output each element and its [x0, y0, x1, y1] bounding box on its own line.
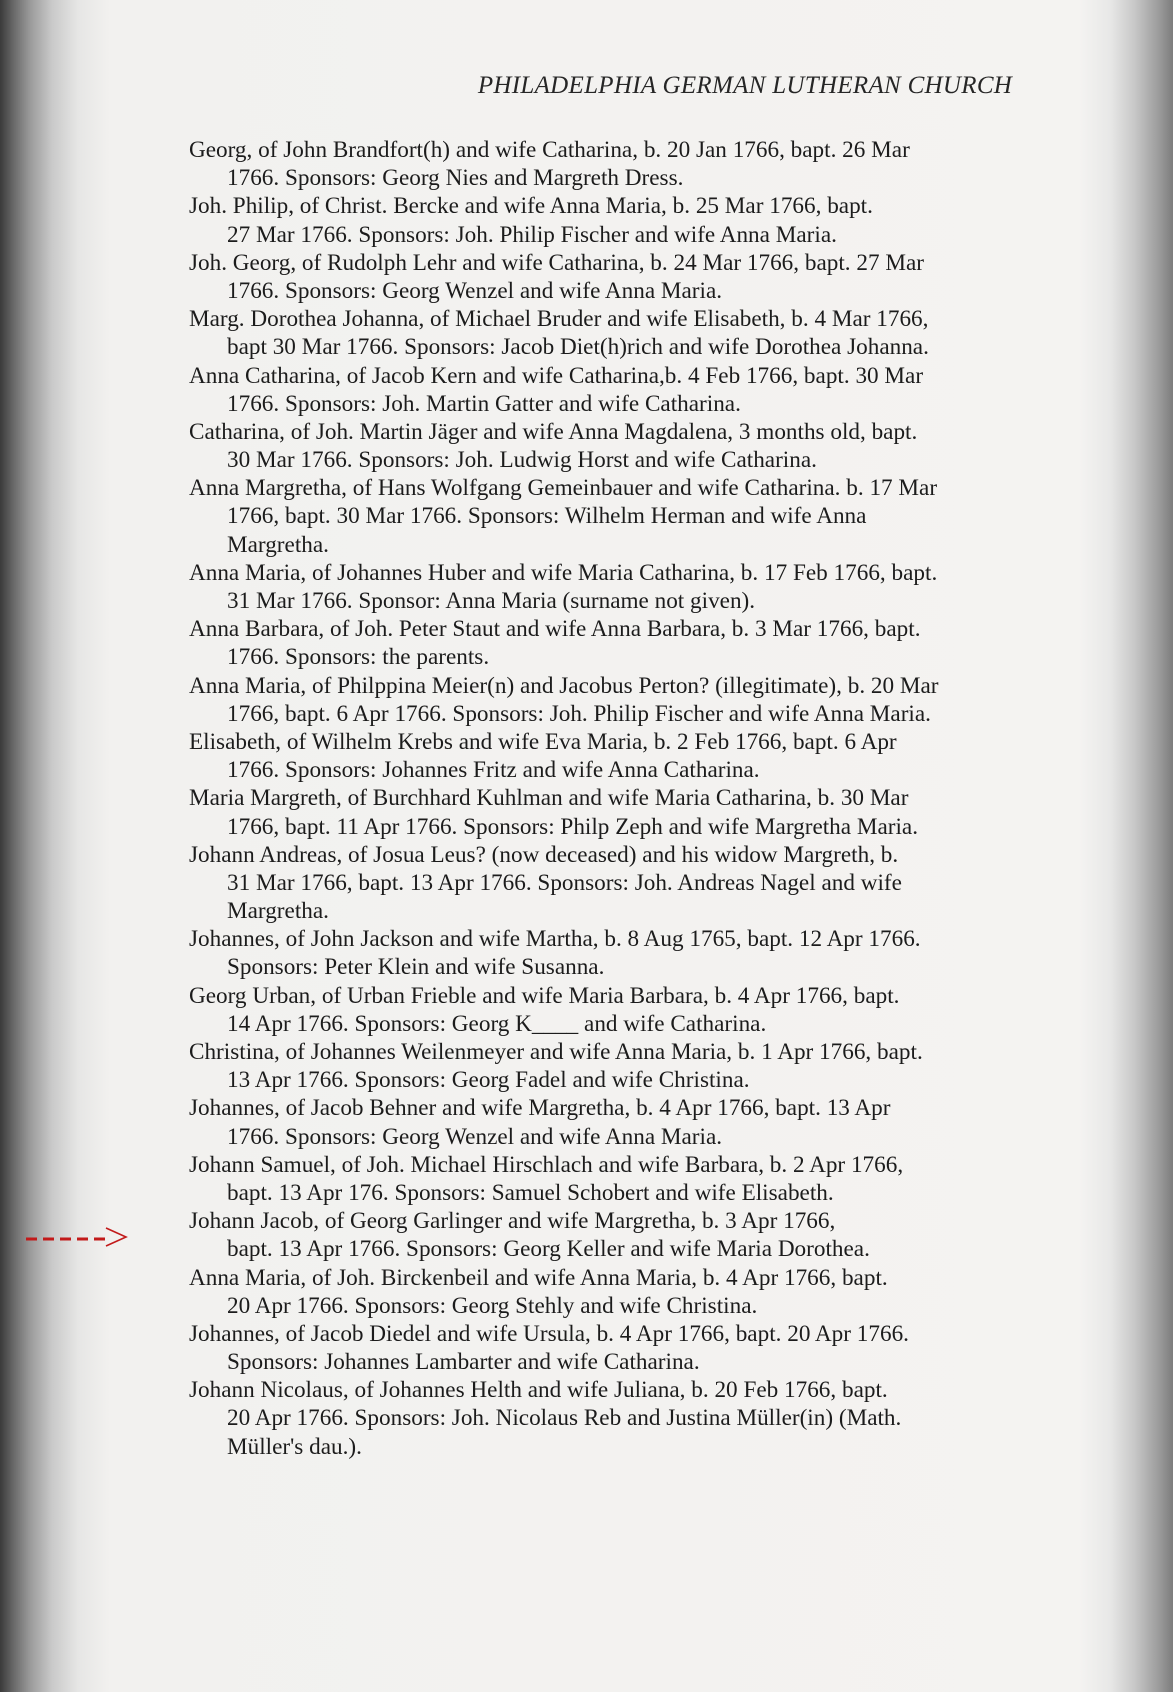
- entry-line: Johann Andreas, of Josua Leus? (now deceased) and his widow Margreth, b.: [189, 841, 899, 868]
- baptism-entry: [189, 1376, 1089, 1461]
- baptism-entry: [189, 1151, 1089, 1207]
- baptism-entry: [189, 784, 1089, 840]
- entry-line: Johann Samuel, of Joh. Michael Hirschlach and wife Barbara, b. 2 Apr 1766,: [189, 1151, 904, 1178]
- baptism-entry: [189, 362, 1089, 418]
- entry-continuation-line: Müller's dau.).: [227, 1433, 362, 1460]
- baptism-entry: [189, 615, 1089, 671]
- entry-continuation-line: Margretha.: [227, 898, 329, 925]
- baptism-entry: [189, 1320, 1089, 1376]
- baptism-entry: [189, 474, 1089, 559]
- baptism-entry: [189, 559, 1089, 615]
- entry-line: Anna Margretha, of Hans Wolfgang Gemeinbauer and wife Catharina. b. 17 Mar: [189, 475, 938, 502]
- entry-continuation-line: 1766, bapt. 6 Apr 1766. Sponsors: Joh. Philip Fischer and wife Anna Maria.: [227, 700, 931, 727]
- entry-continuation-line: Sponsors: Johannes Lambarter and wife Catharina.: [227, 1349, 700, 1376]
- entry-line: Anna Maria, of Philppina Meier(n) and Jacobus Perton? (illegitimate), b. 20 Mar: [189, 672, 939, 699]
- entry-line: Johannes, of Jacob Behner and wife Margretha, b. 4 Apr 1766, bapt. 13 Apr: [189, 1095, 891, 1122]
- entry-continuation-line: Margretha.: [227, 531, 329, 558]
- entry-continuation-line: 1766, bapt. 11 Apr 1766. Sponsors: Philp Zeph and wife Margretha Maria.: [227, 813, 919, 840]
- entry-continuation-line: 13 Apr 1766. Sponsors: Georg Fadel and wife Christina.: [227, 1067, 750, 1094]
- entry-line: Georg Urban, of Urban Frieble and wife Maria Barbara, b. 4 Apr 1766, bapt.: [189, 982, 900, 1009]
- entry-line: Georg, of John Brandfort(h) and wife Catharina, b. 20 Jan 1766, bapt. 26 Mar: [189, 137, 910, 163]
- entry-continuation-line: bapt 30 Mar 1766. Sponsors: Jacob Diet(h)rich and wife Dorothea Johanna.: [227, 334, 929, 361]
- baptism-entry-highlighted: [189, 1207, 1089, 1263]
- entry-continuation-line: Sponsors: Peter Klein and wife Susanna.: [227, 954, 605, 981]
- entry-continuation-line: 27 Mar 1766. Sponsors: Joh. Philip Fischer and wife Anna Maria.: [227, 221, 837, 248]
- entry-line: Johann Jacob, of Georg Garlinger and wife Margretha, b. 3 Apr 1766,: [189, 1208, 836, 1235]
- entry-continuation-line: 1766, bapt. 30 Mar 1766. Sponsors: Wilhelm Herman and wife Anna: [227, 503, 867, 530]
- baptism-entry: [189, 1038, 1089, 1094]
- entry-line: Joh. Georg, of Rudolph Lehr and wife Catharina, b. 24 Mar 1766, bapt. 27 Mar: [189, 249, 924, 276]
- baptism-entry: [189, 305, 1089, 361]
- baptism-entry: [189, 1094, 1089, 1150]
- entry-line: Catharina, of Joh. Martin Jäger and wife Anna Magdalena, 3 months old, bapt.: [189, 418, 918, 445]
- entry-continuation-line: bapt. 13 Apr 1766. Sponsors: Georg Keller and wife Maria Dorothea.: [227, 1236, 870, 1263]
- entry-continuation-line: 1766. Sponsors: Georg Nies and Margreth Dress.: [227, 165, 684, 192]
- entry-line: Johannes, of Jacob Diedel and wife Ursula, b. 4 Apr 1766, bapt. 20 Apr 1766.: [189, 1320, 909, 1347]
- baptism-entry: [189, 136, 1089, 192]
- entry-continuation-line: 30 Mar 1766. Sponsors: Joh. Ludwig Horst and wife Catharina.: [227, 447, 817, 474]
- entry-continuation-line: 20 Apr 1766. Sponsors: Georg Stehly and wife Christina.: [227, 1292, 758, 1319]
- baptism-entry: [189, 841, 1089, 926]
- baptism-entry: [189, 418, 1089, 474]
- baptism-entry: [189, 672, 1089, 728]
- entry-continuation-line: 1766. Sponsors: Johannes Fritz and wife Anna Catharina.: [227, 757, 760, 784]
- entry-continuation-line: 31 Mar 1766, bapt. 13 Apr 1766. Sponsors: Joh. Andreas Nagel and wife: [227, 869, 902, 896]
- entry-continuation-line: 1766. Sponsors: Georg Wenzel and wife Anna Maria.: [227, 277, 723, 304]
- entry-line: Anna Maria, of Johannes Huber and wife Maria Catharina, b. 17 Feb 1766, bapt.: [189, 559, 938, 586]
- baptism-entry: [189, 1264, 1089, 1320]
- entry-line: Christina, of Johannes Weilenmeyer and wife Anna Maria, b. 1 Apr 1766, bapt.: [189, 1039, 923, 1065]
- baptism-entry: [189, 192, 1089, 248]
- entry-continuation-line: bapt. 13 Apr 176. Sponsors: Samuel Schobert and wife Elisabeth.: [227, 1179, 834, 1206]
- entry-continuation-line: 14 Apr 1766. Sponsors: Georg K____ and wife Catharina.: [227, 1010, 767, 1037]
- red-dashed-arrow-icon: [24, 1221, 130, 1251]
- baptism-entry: [189, 982, 1089, 1038]
- entry-line: Anna Barbara, of Joh. Peter Staut and wife Anna Barbara, b. 3 Mar 1766, bapt.: [189, 616, 921, 643]
- entry-line: Marg. Dorothea Johanna, of Michael Bruder and wife Elisabeth, b. 4 Mar 1766,: [189, 306, 929, 333]
- entry-line: Johann Nicolaus, of Johannes Helth and wife Juliana, b. 20 Feb 1766, bapt.: [189, 1377, 888, 1404]
- entry-continuation-line: 20 Apr 1766. Sponsors: Joh. Nicolaus Reb and Justina Müller(in) (Math.: [227, 1405, 902, 1432]
- baptism-entry: [189, 728, 1089, 784]
- entry-line: Elisabeth, of Wilhelm Krebs and wife Eva Maria, b. 2 Feb 1766, bapt. 6 Apr: [189, 728, 897, 755]
- entry-continuation-line: 31 Mar 1766. Sponsor: Anna Maria (surname not given).: [227, 588, 756, 614]
- entry-line: Anna Maria, of Joh. Birckenbeil and wife Anna Maria, b. 4 Apr 1766, bapt.: [189, 1264, 888, 1291]
- page-header: PHILADELPHIA GERMAN LUTHERAN CHURCH: [477, 72, 1013, 99]
- entry-line: Anna Catharina, of Jacob Kern and wife Catharina,b. 4 Feb 1766, bapt. 30 Mar: [189, 362, 924, 389]
- baptism-entry: [189, 249, 1089, 305]
- entry-continuation-line: 1766. Sponsors: Georg Wenzel and wife Anna Maria.: [227, 1123, 723, 1150]
- baptism-entry: [189, 925, 1089, 981]
- entry-line: Maria Margreth, of Burchhard Kuhlman and wife Maria Catharina, b. 30 Mar: [189, 785, 909, 812]
- entry-line: Joh. Philip, of Christ. Bercke and wife Anna Maria, b. 25 Mar 1766, bapt.: [189, 193, 873, 220]
- baptism-record-list: [189, 136, 1089, 1461]
- entry-line: Johannes, of John Jackson and wife Martha, b. 8 Aug 1765, bapt. 12 Apr 1766.: [189, 926, 921, 953]
- entry-continuation-line: 1766. Sponsors: the parents.: [227, 644, 490, 671]
- entry-continuation-line: 1766. Sponsors: Joh. Martin Gatter and wife Catharina.: [227, 390, 741, 417]
